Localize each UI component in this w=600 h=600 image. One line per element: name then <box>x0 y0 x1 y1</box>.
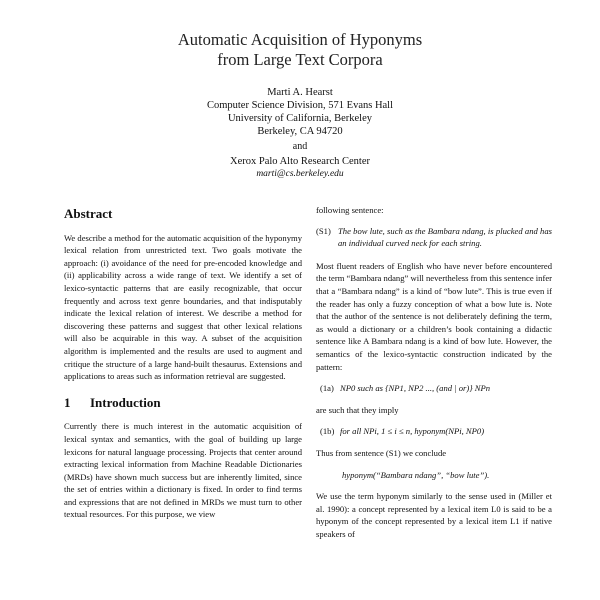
affiliation-line: Xerox Palo Alto Research Center <box>230 156 370 167</box>
equation-number: (1a) <box>320 383 334 394</box>
affiliation-line: Computer Science Division, 571 Evans Hall <box>206 100 394 111</box>
paper-title <box>0 30 600 70</box>
continuation-text: following sentence: <box>316 205 384 215</box>
section-number: 1 <box>64 394 71 410</box>
author-block <box>0 86 600 181</box>
equation-text: for all NPi, 1 ≤ i ≤ n, hyponym(NPi, NP0) <box>340 426 485 437</box>
title-line-2: from Large Text Corpora <box>217 50 383 69</box>
affiliation-line: University of California, Berkeley <box>227 113 373 124</box>
author-email: marti@cs.berkeley.edu <box>256 169 344 179</box>
body-paragraph: Most fluent readers of English who have never before encountered the term “Bambara ndang” will nevertheless from this sentence infer that a “Bambara ndang” is a kind of “bow lute”. This is true even if the reader has only a fuzzy conception of what a bow lute is. Note that the author of the sentence is not deliberately defining the term, as would a dictionary or a children’s book containing a didactic sentence like A Bambara ndang is a kind of bow lute. However, the semantics of the lexico-syntactic construction indicated by the pattern: <box>316 260 553 372</box>
abstract-text: We describe a method for the automatic acquisition of the hyponymy lexical relation from unrestricted text. Two goals motivate the approach: (i) avoidance of the need for pre-encoded knowledge and (ii) applicability across a wide range of text. We identify a set of lexico-syntactic patterns that are easily recognizable, that occur frequently and across text genre boundaries, and that indisputably indicate the lexical relation of interest. We describe a method for discovering these patterns and suggest that other lexical relations will also be acquirable in this way. A subset of the acquisition algorithm is implemented and the results are used to augment and critique the structure of a large hand-built thesaurus. Extensions and applications to areas such as information retrieval are suggested. <box>64 232 302 382</box>
equation-number: (1b) <box>320 426 335 437</box>
example-sentence <box>316 225 552 250</box>
title-block <box>0 30 600 181</box>
implication-equation <box>320 425 552 438</box>
section-heading <box>64 394 302 410</box>
introduction-text: Currently there is much interest in the automatic acquisition of lexical syntax and semantics, with the goal of building up large lexicons for natural language processing. Projects that center around extracting lexical information from Machine Readable Dictionaries (MRDs) have shown much success but are inherently limited, since the set of entries within a dictionary is fixed. In order to find terms and expressions that are not defined in MRDs we must turn to other textual resources. For this purpose, we view <box>64 421 302 520</box>
affiliation-line: Berkeley, CA 94720 <box>257 126 343 137</box>
equation-text: NP0 such as {NP1, NP2 ..., (and | or)} NPn <box>340 383 491 394</box>
left-column <box>64 204 302 521</box>
pattern-equation <box>320 382 552 395</box>
right-column <box>316 204 552 540</box>
title-line-1: Automatic Acquisition of Hyponyms <box>177 30 423 49</box>
example-label: (S1) <box>316 225 331 236</box>
author-name: Marti A. Hearst <box>267 87 333 98</box>
abstract-heading: Abstract <box>64 206 113 221</box>
conclusion-equation: hyponym(“Bambara ndang”, “bow lute”). <box>342 469 490 480</box>
body-paragraph: We use the term hyponym similarly to the sense used in (Miller et al. 1990): a concept represented by a lexical item L0 is said to be a hyponym of the concept represented by a lexical item L1 if native speakers of <box>316 491 552 539</box>
body-paragraph: Thus from sentence (S1) we conclude <box>316 447 447 458</box>
example-text: The bow lute, such as the Bambara ndang, is plucked and has an individual curved neck for each string. <box>338 225 552 249</box>
section-title: Introduction <box>90 394 161 410</box>
body-paragraph: are such that they imply <box>316 404 399 415</box>
and-separator: and <box>292 141 308 152</box>
